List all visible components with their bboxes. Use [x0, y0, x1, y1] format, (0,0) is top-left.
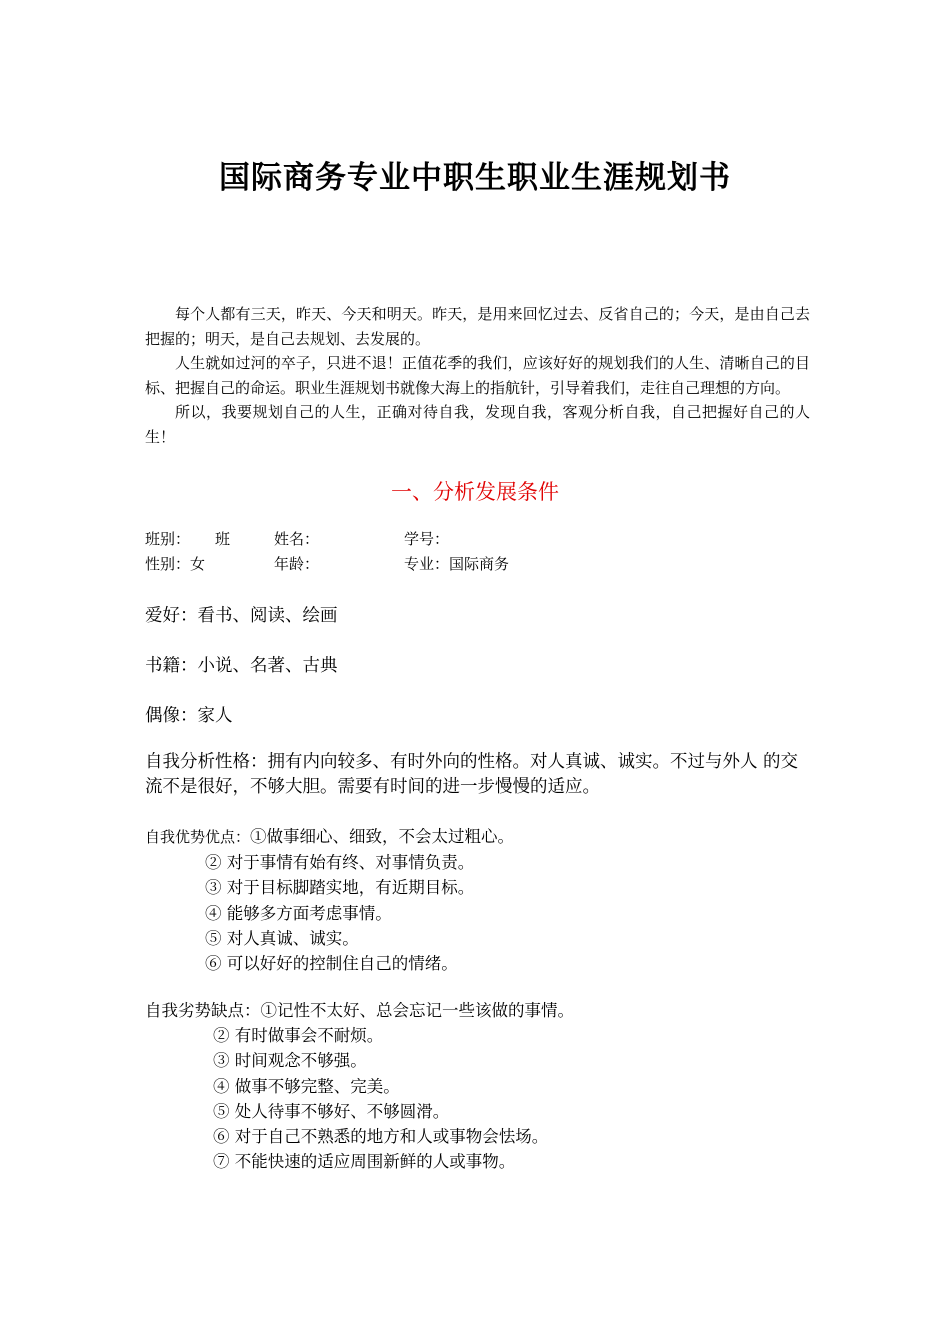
books-line: 书籍：小说、名著、古典 [145, 656, 338, 676]
weakness-item: ④ 做事不够完整、完美。 [213, 1076, 400, 1096]
personality-paragraph: 自我分析性格：拥有内向较多、有时外向的性格。对人真诚、诚实。不过与外人 的交流不是很好，不够大胆。需要有时间的进一步慢慢的适应。 [145, 752, 799, 797]
strength-item: ⑤ 对人真诚、诚实。 [205, 928, 359, 948]
age-label: 年龄： [274, 555, 320, 573]
weakness-item: ③ 时间观念不够强。 [213, 1051, 367, 1071]
strength-item: ② 对于事情有始有终、对事情负责。 [205, 853, 475, 873]
weaknesses-label: 自我劣势缺点： [145, 1001, 261, 1020]
weakness-item: ①记性不太好、总会忘记一些该做的事情。 [260, 1001, 574, 1020]
weakness-item: ⑦ 不能快速的适应周围新鲜的人或事物。 [213, 1152, 516, 1172]
name-label: 姓名： [274, 530, 320, 548]
strengths-label: 自我优势优点： [145, 828, 251, 846]
intro-section [145, 302, 810, 449]
class-value: 班 [215, 530, 231, 548]
strength-item: ④ 能够多方面考虑事情。 [205, 903, 392, 923]
student-id-label: 学号： [404, 530, 450, 548]
intro-paragraph-2: 人生就如过河的卒子，只进不退！正值花季的我们，应该好好的规划我们的人生、清晰自己的目标、把握自己的命运。职业生涯规划书就像大海上的指航针，引导着我们，走往自己理想的方向。 [145, 354, 810, 397]
class-label: 班别： [145, 530, 191, 548]
strength-item: ③ 对于目标脚踏实地，有近期目标。 [205, 878, 475, 898]
hobby-line: 爱好：看书、阅读、绘画 [145, 606, 338, 626]
strength-item: ①做事细心、细致，不会太过粗心。 [250, 827, 515, 846]
intro-paragraph-1: 每个人都有三天，昨天、今天和明天。昨天，是用来回忆过去、反省自己的；今天，是由自己去把握的；明天，是自己去规划、去发展的。 [145, 305, 810, 348]
weakness-item: ⑥ 对于自己不熟悉的地方和人或事物会怯场。 [213, 1127, 549, 1147]
idol-line: 偶像：家人 [145, 706, 233, 726]
intro-paragraph-3: 所以，我要规划自己的人生，正确对待自我，发现自我，客观分析自我，自己把握好自己的人生！ [145, 403, 810, 446]
strengths-list [145, 824, 514, 976]
document-title: 国际商务专业中职生职业生涯规划书 [219, 160, 731, 196]
weakness-item: ⑤ 处人待事不够好、不够圆滑。 [213, 1101, 450, 1121]
weaknesses-list [145, 998, 574, 1174]
gender-label: 性别：女 [145, 555, 206, 573]
section-heading: 一、分析发展条件 [391, 480, 559, 504]
strength-item: ⑥ 可以好好的控制住自己的情绪。 [205, 954, 458, 974]
major-label: 专业：国际商务 [404, 555, 510, 573]
weakness-item: ② 有时做事会不耐烦。 [213, 1026, 384, 1046]
